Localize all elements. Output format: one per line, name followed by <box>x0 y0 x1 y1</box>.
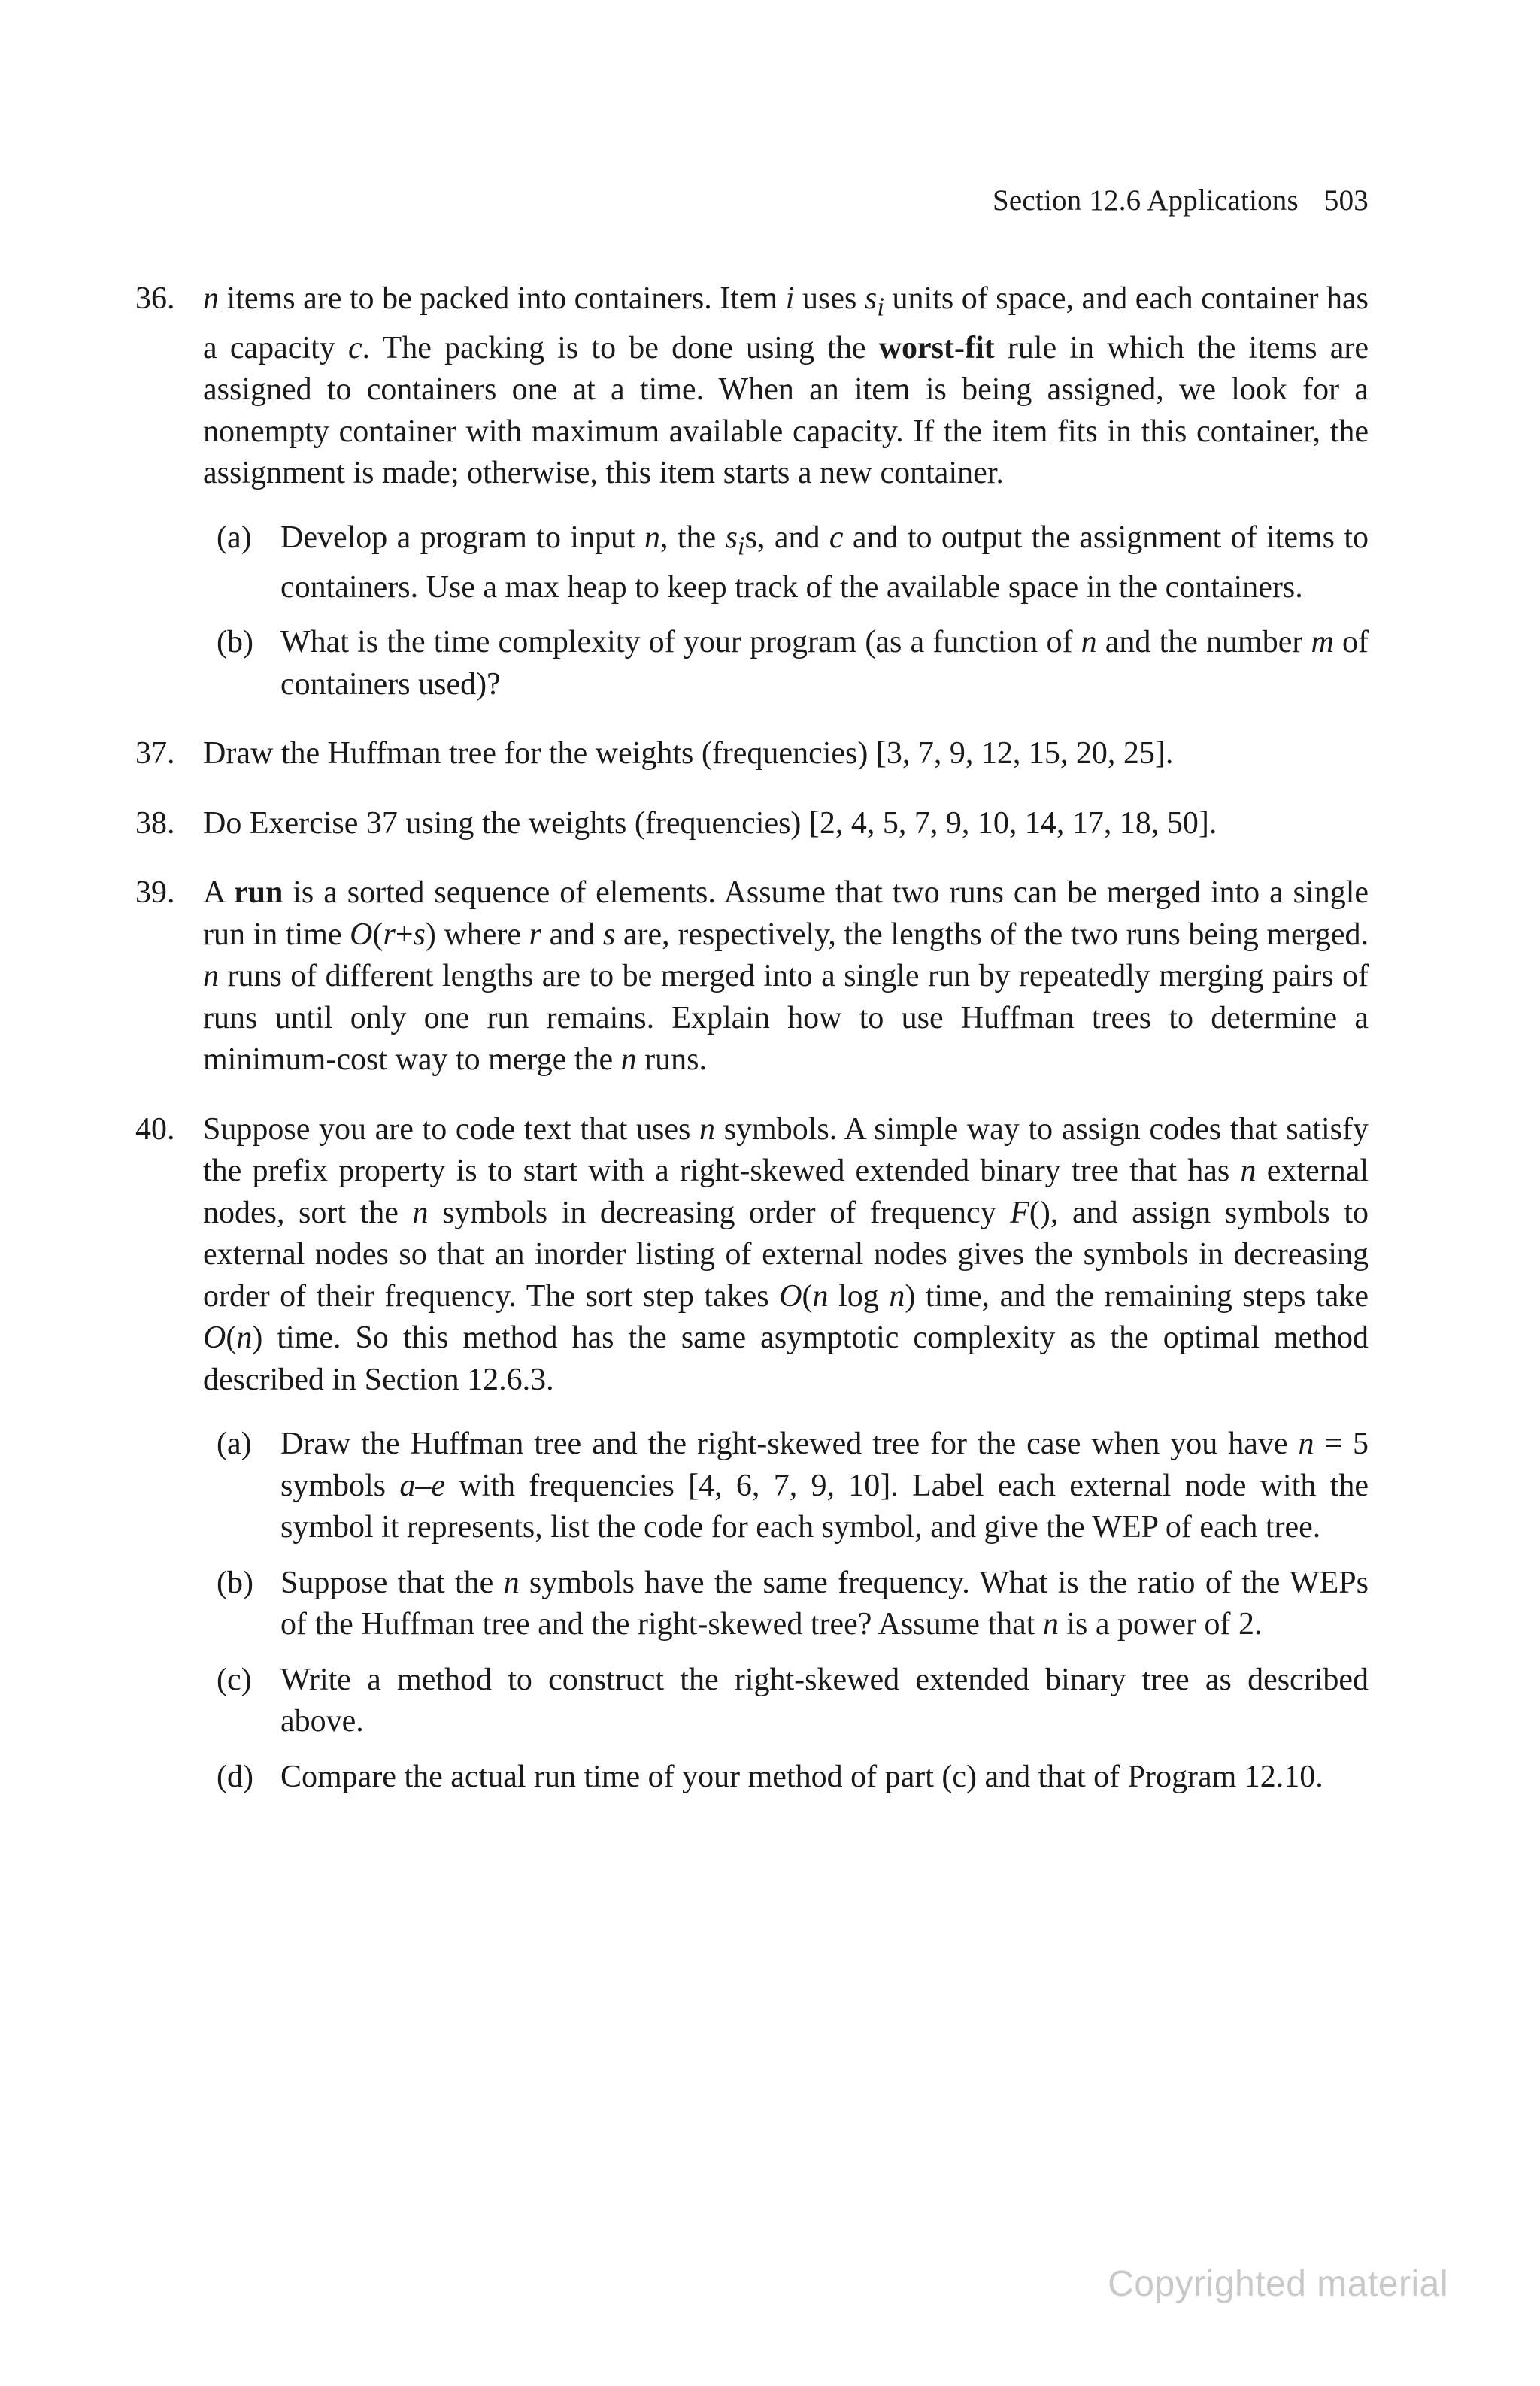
subpart-label: (d) <box>217 1759 253 1794</box>
subpart-b <box>203 622 1369 705</box>
subpart-text: What is the time complexity of your program (as a function of n and the number m of containers used)? <box>280 625 1369 702</box>
exercise-number: 39. <box>135 875 175 911</box>
exercise-text: Suppose you are to code text that uses n symbols. A simple way to assign codes that satisfy the prefix property is to start with a right-skewed extended binary tree that has n external nodes, sort the n symbols in decreasing order of frequency F(), and assign symbols to external nodes so that an inorder listing of external nodes gives the symbols in decreasing order of their frequency. The sort step takes O(n log n) time, and the remaining steps take O(n) time. So this method has the same asymptotic complexity as the optimal method described in Section 12.6.3. <box>203 1111 1369 1397</box>
subpart-a <box>203 517 1369 608</box>
subpart-b <box>203 1563 1369 1646</box>
subpart-text: Compare the actual run time of your method of part (c) and that of Program 12.10. <box>280 1759 1323 1794</box>
subpart-label: (c) <box>217 1662 252 1697</box>
subpart-text: Develop a program to input n, the $s_is$, and c and to output the assignment of items to containers. Use a max heap to keep track of the available space in the containers. <box>280 520 1369 605</box>
exercise-subparts <box>203 1423 1369 1798</box>
exercise-text: A run is a sorted sequence of elements. Assume that two runs can be merged into a single run in time O(r+s) where r and s are, respectively, the lengths of the two runs being merged. n runs of different lengths are to be merged into a single run by repeatedly merging pairs of runs until only one run remains. Explain how to use Huffman trees to determine a minimum-cost way to merge the n runs. <box>203 875 1369 1078</box>
exercise-list <box>135 278 1369 1826</box>
subpart-c <box>203 1660 1369 1743</box>
subpart-label: (b) <box>217 625 253 660</box>
exercise-40 <box>135 1109 1369 1799</box>
exercise-36 <box>135 278 1369 705</box>
exercise-number: 37. <box>135 736 175 772</box>
subpart-d <box>203 1757 1369 1799</box>
subpart-label: (a) <box>217 520 252 555</box>
page-number: 503 <box>1323 184 1369 217</box>
exercise-39 <box>135 872 1369 1081</box>
exercise-text: Draw the Huffman tree for the weights (frequencies) [3, 7, 9, 12, 15, 20, 25]. <box>203 736 1174 772</box>
subpart-text: Suppose that the n symbols have the same frequency. What is the ratio of the WEPs of the Huffman tree and the right-skewed tree? Assume that n is a power of 2. <box>280 1565 1369 1642</box>
section-title: Section 12.6 Applications <box>993 184 1299 217</box>
exercise-number: 40. <box>135 1111 175 1147</box>
exercise-38 <box>135 803 1369 845</box>
running-head <box>993 183 1369 217</box>
subpart-text: Draw the Huffman tree and the right-skewed tree for the case when you have n = 5 symbols a–e with frequencies [4, 6, 7, 9, 10]. Label each external node with the symbol it represents, list the code for each symbol, and give the WEP of each tree. <box>280 1426 1369 1545</box>
subpart-label: (b) <box>217 1565 253 1600</box>
exercise-37 <box>135 733 1369 775</box>
subpart-text: Write a method to construct the right-skewed extended binary tree as described above. <box>280 1662 1369 1739</box>
subpart-a <box>203 1423 1369 1549</box>
exercise-subparts <box>203 517 1369 705</box>
exercise-number: 36. <box>135 281 175 316</box>
exercise-text: n items are to be packed into containers. Item i uses $s_i$ units of space, and each container has a capacity c. The packing is to be done using the worst-fit rule in which the items are assigned to containers one at a time. When an item is being assigned, we look for a nonempty container with maximum available capacity. If the item fits in this container, the assignment is made; otherwise, this item starts a new container. <box>203 281 1369 491</box>
exercise-number: 38. <box>135 805 175 841</box>
subpart-label: (a) <box>217 1426 252 1462</box>
copyright-watermark: Copyrighted material <box>1108 2264 1448 2304</box>
exercise-text: Do Exercise 37 using the weights (frequencies) [2, 4, 5, 7, 9, 10, 14, 17, 18, 50]. <box>203 805 1217 841</box>
